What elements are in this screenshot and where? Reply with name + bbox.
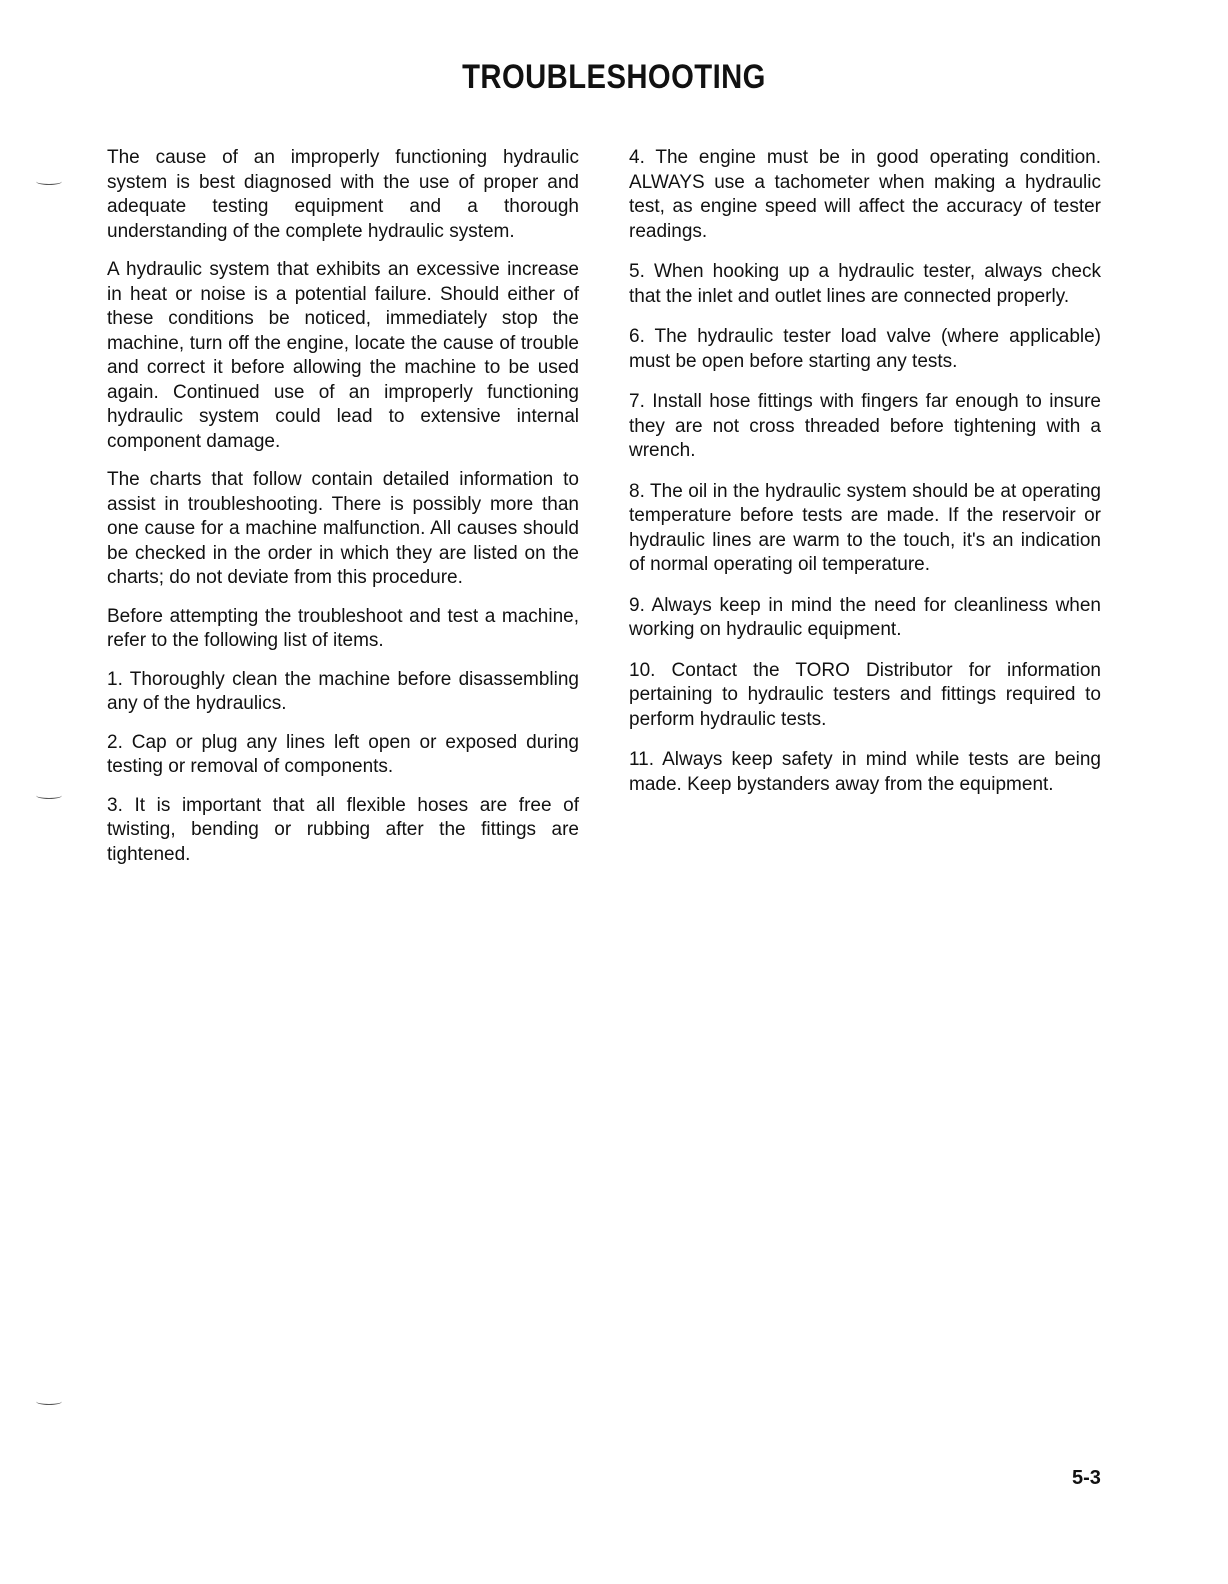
- paragraph-before-testing: Before attempting the troubleshoot and test a machine, refer to the following list of items.: [107, 605, 579, 651]
- list-item-5: 5. When hooking up a hydraulic tester, always check that the inlet and outlet lines are connected properly.: [629, 261, 1101, 307]
- paragraph-failure-warning: A hydraulic system that exhibits an excessive increase in heat or noise is a potential failure. Should either of these conditions be noticed, immediately stop the machine, turn off the engine, locate the cause of trouble and correct it before allowing the machine to be used again. Continued use of an improperly functioning hydraulic system could lead to extensive internal component damage.: [107, 259, 579, 452]
- page-number: 5-3: [1072, 1467, 1101, 1489]
- list-item-9: 9. Always keep in mind the need for cleanliness when working on hydraulic equipment.: [629, 594, 1101, 640]
- page-title: TROUBLESHOOTING: [462, 58, 766, 96]
- list-item-6: 6. The hydraulic tester load valve (where applicable) must be open before starting any tests.: [629, 326, 1101, 372]
- paragraph-intro: The cause of an improperly functioning hydraulic system is best diagnosed with the use of proper and adequate testing equipment and a thorough understanding of the complete hydraulic system.: [107, 147, 579, 242]
- list-item-8: 8. The oil in the hydraulic system should be at operating temperature before tests are made. If the reservoir or hydraulic lines are warm to the touch, it's an indication of normal operating oil temperature.: [629, 480, 1101, 575]
- list-item-11: 11. Always keep safety in mind while tests are being made. Keep bystanders away from the equipment.: [629, 749, 1101, 795]
- list-item-10: 10. Contact the TORO Distributor for information pertaining to hydraulic testers and fittings required to perform hydraulic tests.: [629, 659, 1101, 730]
- binding-hole-mark: [36, 792, 62, 799]
- list-item-4: 4. The engine must be in good operating condition. ALWAYS use a tachometer when making a hydraulic test, as engine speed will affect the accuracy of tester readings.: [629, 147, 1101, 242]
- list-item-2: 2. Cap or plug any lines left open or exposed during testing or removal of components.: [107, 731, 579, 777]
- list-item-7: 7. Install hose fittings with fingers far enough to insure they are not cross threaded before tightening with a wrench.: [629, 391, 1101, 461]
- left-column: [107, 146, 579, 881]
- list-item-3: 3. It is important that all flexible hoses are free of twisting, bending or rubbing after the fittings are tightened.: [107, 794, 579, 865]
- list-item-1: 1. Thoroughly clean the machine before disassembling any of the hydraulics.: [107, 668, 579, 714]
- binding-hole-mark: [36, 178, 62, 185]
- paragraph-charts: The charts that follow contain detailed information to assist in troubleshooting. There is possibly more than one cause for a machine malfunction. All causes should be checked in the order in which they are listed on the charts; do not deviate from this procedure.: [107, 469, 579, 588]
- right-column: [629, 146, 1101, 813]
- binding-hole-mark: [36, 1398, 62, 1405]
